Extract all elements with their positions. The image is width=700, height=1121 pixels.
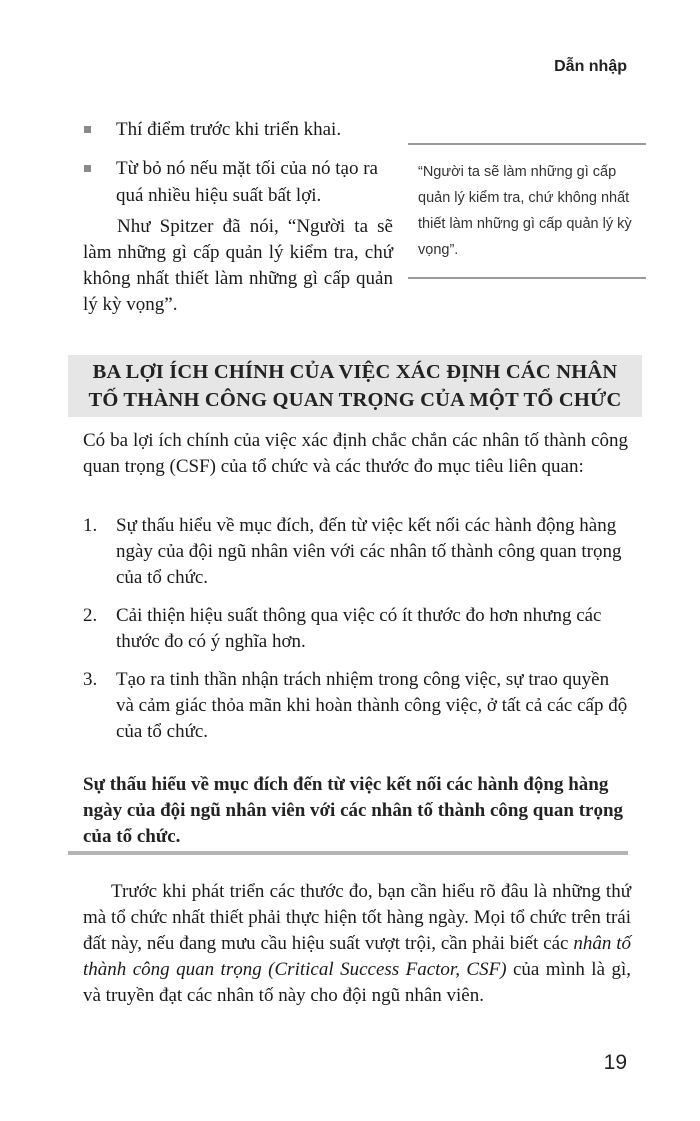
list-item: [83, 667, 631, 745]
bullet-list: [80, 116, 400, 221]
divider: [68, 851, 628, 855]
section-title-line: TỐ THÀNH CÔNG QUAN TRỌNG CỦA MỘT TỔ CHỨC: [88, 389, 622, 411]
section-title-line: BA LỢI ÍCH CHÍNH CỦA VIỆC XÁC ĐỊNH CÁC NHÂN: [92, 361, 618, 383]
item-text: Sự thấu hiểu về mục đích, đến từ việc kết nối các hành động hàng ngày của đội ngũ nhân viên với các nhân tố thành công quan trọng của tổ chức.: [116, 515, 622, 588]
list-item: [83, 603, 631, 655]
spitzer-paragraph: Như Spitzer đã nói, “Người ta sẽ làm những gì cấp quản lý kiểm tra, chứ không nhất thiết làm những gì cấp quản lý kỳ vọng”.: [83, 216, 393, 315]
subheading: Sự thấu hiểu về mục đích đến từ việc kết nối các hành động hàng ngày của đội ngũ nhân viên với các nhân tố thành công quan trọng của tổ chức.: [83, 774, 624, 847]
page-number: 19: [603, 1051, 627, 1074]
list-item: [83, 513, 631, 591]
pullquote: “Người ta sẽ làm những gì cấp quản lý kiểm tra, chứ không nhất thiết làm những gì cấp quản lý kỳ vọng”.: [408, 143, 646, 279]
bullet-text: Từ bỏ nó nếu mặt tối của nó tạo ra quá nhiều hiệu suất bất lợi.: [116, 158, 378, 206]
list-item: [80, 116, 400, 143]
item-text: Tạo ra tinh thần nhận trách nhiệm trong công việc, sự trao quyền và cảm giác thỏa mãn khi hoàn thành công việc, ở tất cả các cấp độ của tổ chức.: [116, 669, 628, 742]
running-head: Dẫn nhập: [554, 58, 627, 75]
item-number: 3.: [83, 669, 98, 690]
item-text: Cải thiện hiệu suất thông qua việc có ít thước đo hơn nhưng các thước đo có ý nghĩa hơn.: [116, 605, 602, 652]
square-bullet-icon: [84, 126, 91, 133]
square-bullet-icon: [84, 165, 91, 172]
body-text: của mình là gì, và truyền đạt các nhân tố này cho đội ngũ nhân viên.: [83, 959, 631, 1006]
body-italic-term: nhân tố thành công quan trọng (Critical Success Factor, CSF): [83, 933, 631, 980]
section-title: [68, 358, 642, 414]
body-text: Trước khi phát triển các thước đo, bạn cần hiểu rõ đâu là những thứ mà tổ chức nhất thiết phải thực hiện tốt hàng ngày. Mọi tổ chức trên trái đất này, nếu đang mưu cầu hiệu suất vượt trội, cần phải biết các: [83, 881, 631, 954]
numbered-list: [83, 513, 631, 757]
list-item: [80, 155, 400, 209]
body-paragraph: [83, 879, 631, 1009]
item-number: 2.: [83, 605, 98, 626]
bullet-text: Thí điểm trước khi triển khai.: [116, 119, 342, 140]
item-number: 1.: [83, 515, 98, 536]
intro-paragraph: Có ba lợi ích chính của việc xác định chắc chắn các nhân tố thành công quan trọng (CSF) của tổ chức và các thước đo mục tiêu liên quan:: [83, 430, 628, 477]
